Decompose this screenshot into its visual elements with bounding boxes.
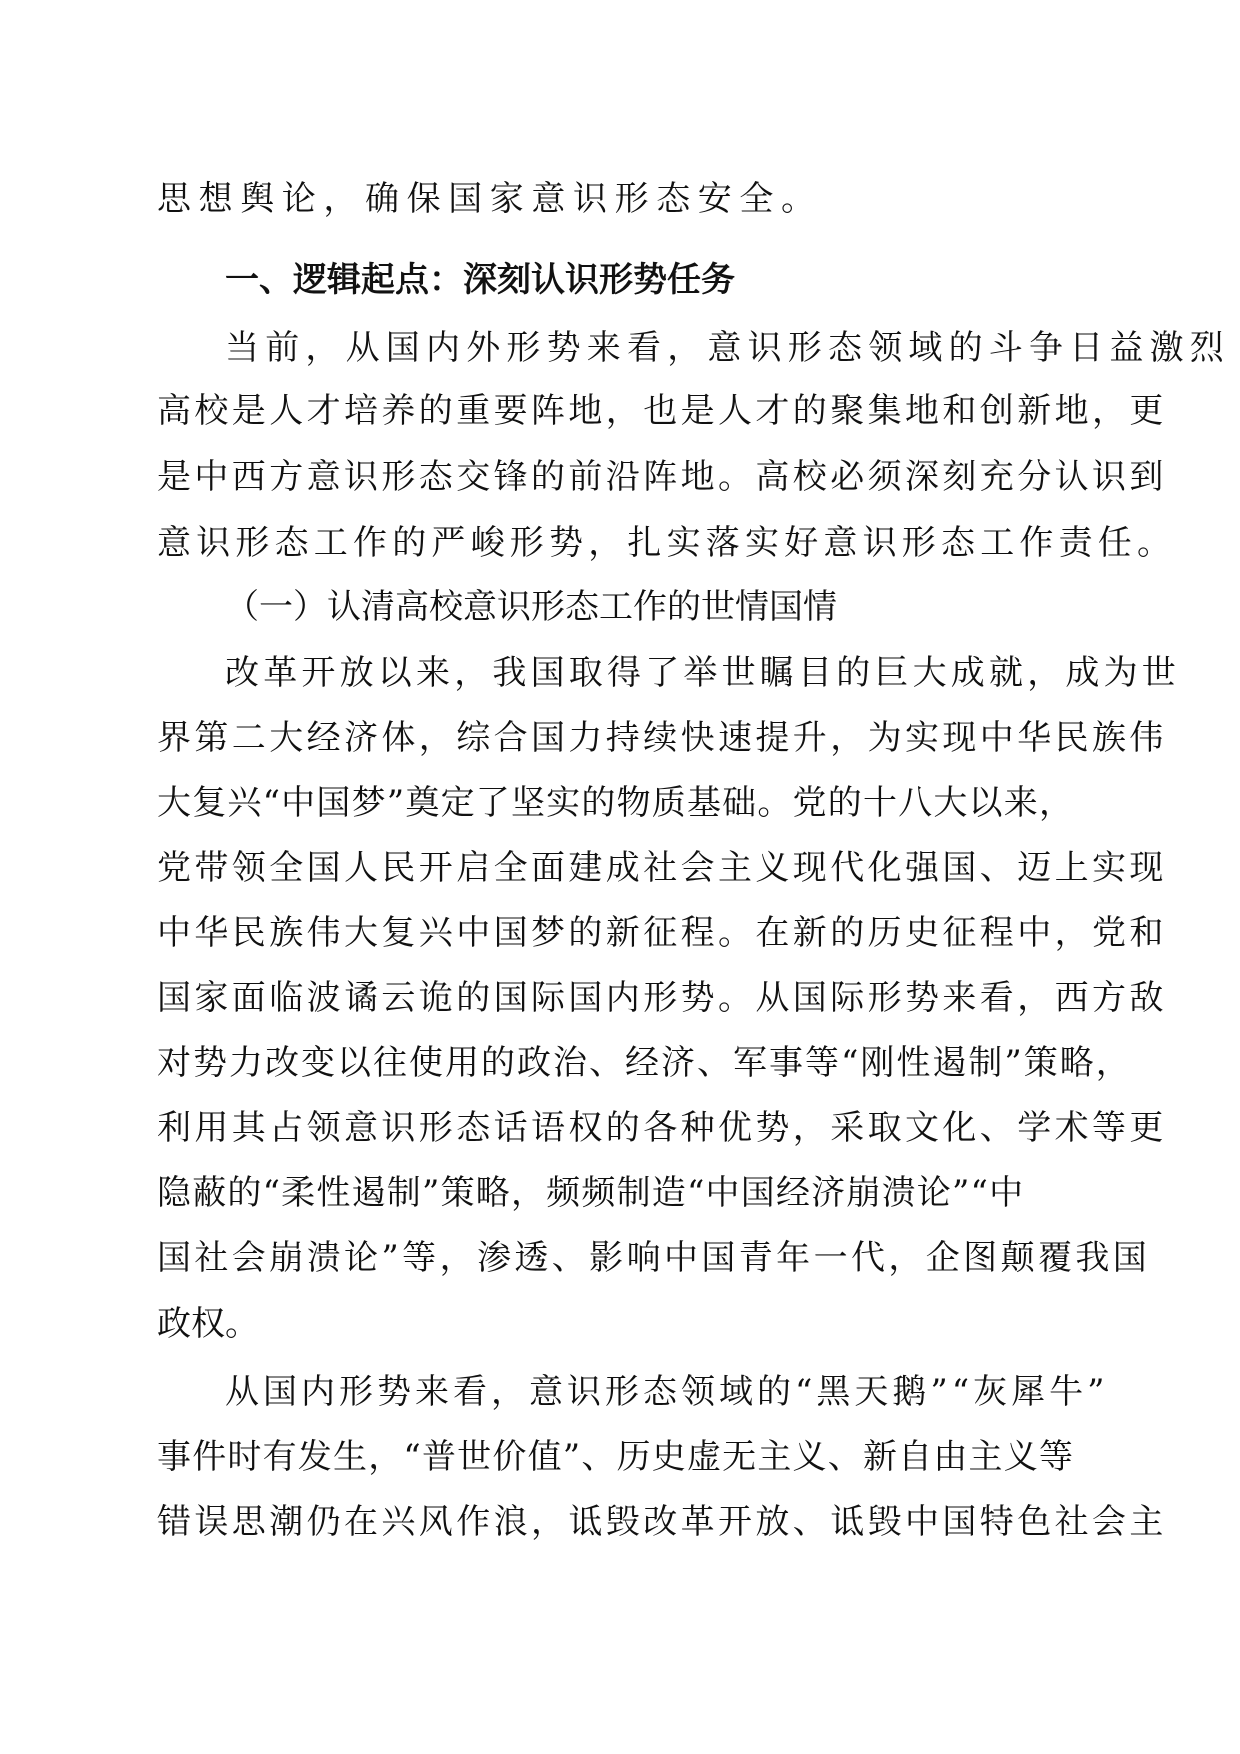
paragraph-line: 错误思潮仍在兴风作浪，诋毁改革开放、诋毁中国特色社会主 [157,1502,1167,1542]
paragraph-line: 政权。 [157,1304,259,1344]
paragraph-line: 界第二大经济体，综合国力持续快速提升，为实现中华民族伟 [157,718,1167,758]
paragraph-line: 是中西方意识形态交锋的前沿阵地。高校必须深刻充分认识到 [157,457,1167,497]
paragraph-line: 当前，从国内外形势来看，意识形态领域的斗争日益激烈 [225,328,1230,368]
paragraph-line: 思想舆论，确保国家意识形态安全。 [157,179,823,219]
paragraph-line: 利用其占领意识形态话语权的各种优势，采取文化、学术等更 [157,1108,1167,1148]
paragraph-line: 从国内形势来看，意识形态领域的“黑天鹅”“灰犀牛” [225,1372,1109,1412]
paragraph-line: 大复兴“中国梦”奠定了坚实的物质基础。党的十八大以来， [157,783,1075,823]
section-heading: 一、逻辑起点：深刻认识形势任务 [225,260,735,300]
paragraph-line: 国家面临波谲云诡的国际国内形势。从国际形势来看，西方敌 [157,978,1167,1018]
paragraph-line: 中华民族伟大复兴中国梦的新征程。在新的历史征程中，党和 [157,913,1167,953]
paragraph-line: 党带领全国人民开启全面建成社会主义现代化强国、迈上实现 [157,848,1167,888]
paragraph-line: 隐蔽的“柔性遏制”策略，频频制造“中国经济崩溃论”“中 [157,1173,1025,1213]
paragraph-line: 高校是人才培养的重要阵地，也是人才的聚集地和创新地，更 [157,391,1167,431]
paragraph-line: 改革开放以来，我国取得了举世瞩目的巨大成就，成为世 [225,653,1180,693]
subsection-heading: （一）认清高校意识形态工作的世情国情 [225,587,837,627]
paragraph-line: 对势力改变以往使用的政治、经济、军事等“刚性遏制”策略， [157,1043,1132,1083]
paragraph-line: 国社会崩溃论”等，渗透、影响中国青年一代，企图颠覆我国 [157,1238,1151,1278]
paragraph-line: 事件时有发生，“普世价值”、历史虚无主义、新自由主义等 [157,1437,1075,1477]
paragraph-line: 意识形态工作的严峻形势，扎实落实好意识形态工作责任。 [157,523,1177,563]
